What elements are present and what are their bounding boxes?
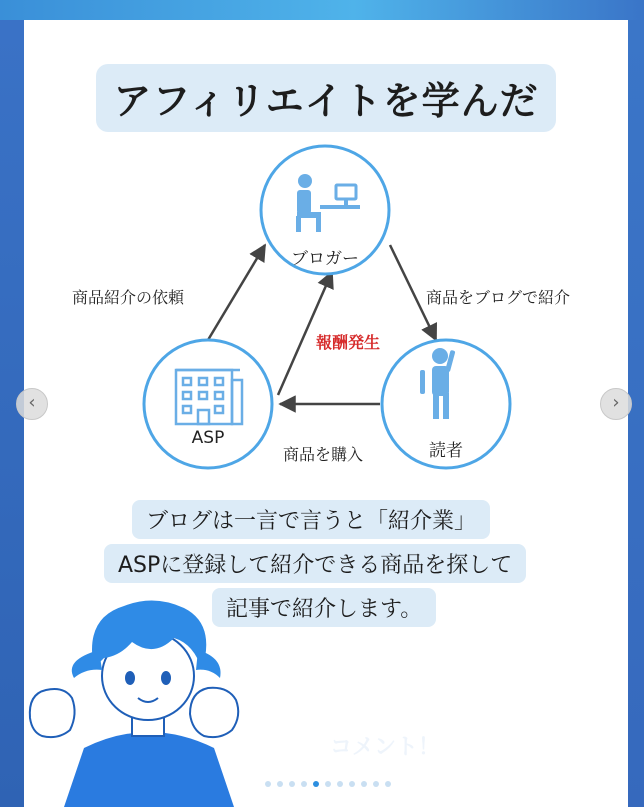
carousel-dot[interactable] [373,781,379,787]
character-illustration [24,598,274,807]
caption-line-1: ブログは一言で言うと「紹介業」 [132,500,490,539]
edge-label-request: 商品紹介の依頼 [72,288,185,307]
caption-line-3: 記事で紹介します。 [212,588,436,627]
carousel-dot[interactable] [313,781,319,787]
carousel-dot[interactable] [361,781,367,787]
carousel-dot[interactable] [349,781,355,787]
node-label-reader: 読者 [429,441,463,461]
right-fist [190,688,238,737]
watermark-text: コメント！ [330,735,441,760]
carousel-dot[interactable] [265,781,271,787]
carousel-dot[interactable] [385,781,391,787]
carousel-prev-button[interactable]: ‹ [16,388,48,420]
carousel-dots [265,781,391,787]
carousel-dot[interactable] [325,781,331,787]
carousel-dot[interactable] [289,781,295,787]
node-label-blogger: ブロガー [291,249,359,269]
node-asp [144,340,272,468]
left-fist [30,689,75,737]
edge-label-reward: 報酬発生 [316,333,381,352]
carousel-dot[interactable] [337,781,343,787]
slide-title: アフィリエイトを学んだ [113,79,539,123]
arrow-asp-to-blogger [208,245,265,340]
edge-label-purchase: 商品を購入 [283,445,364,464]
edge-label-introduce: 商品をブログで紹介 [426,288,571,307]
caption-line-2: ASPに登録して紹介できる商品を探して [104,544,526,583]
node-label-asp: ASP [191,428,225,448]
carousel-dot[interactable] [277,781,283,787]
carousel-dot[interactable] [301,781,307,787]
carousel-next-button[interactable]: › [600,388,632,420]
